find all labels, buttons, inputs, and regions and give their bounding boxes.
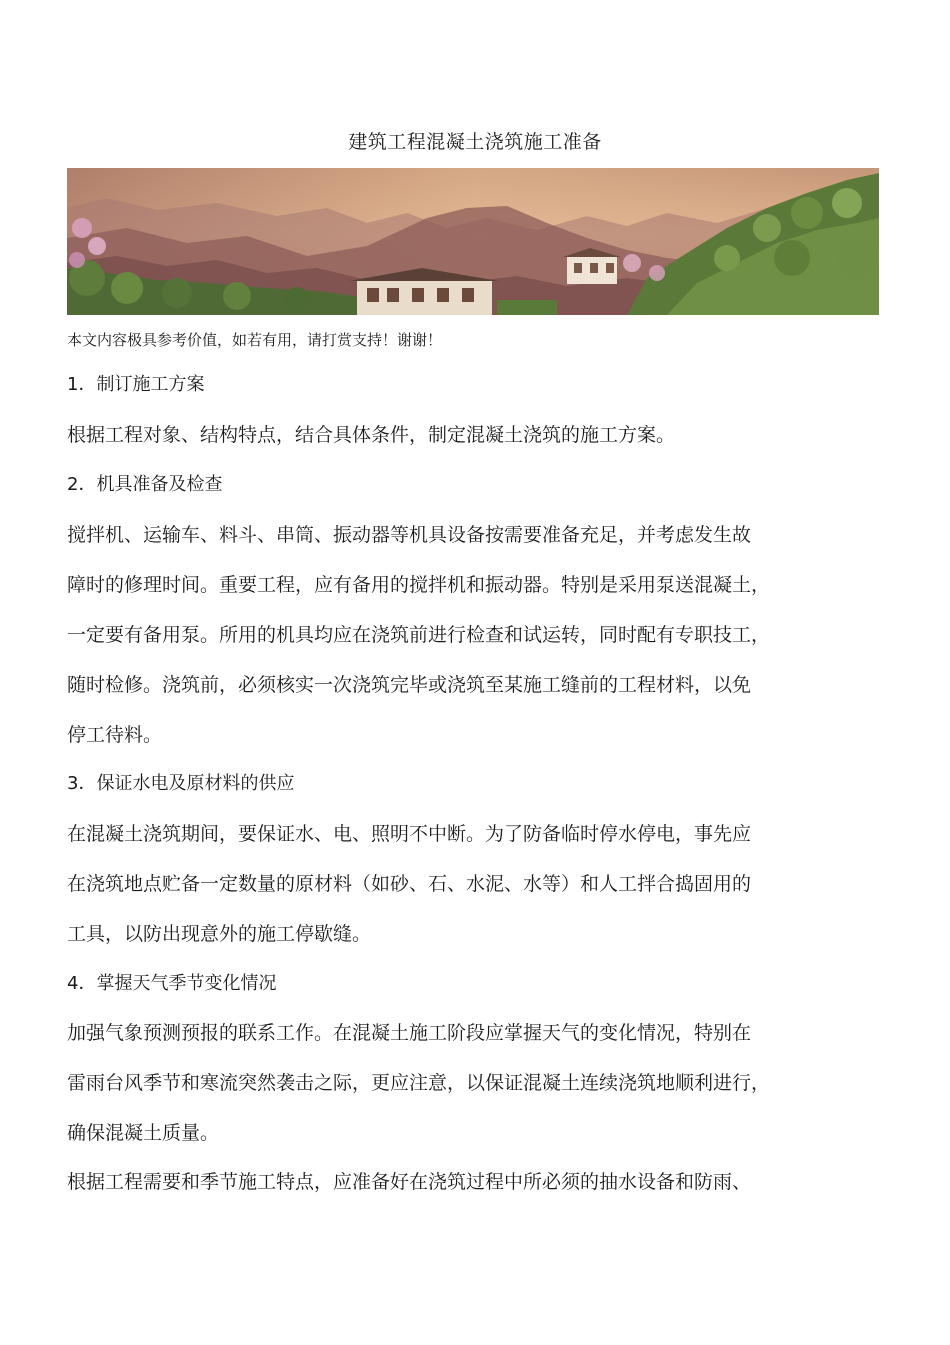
support-note: 本文内容极具参考价值，如若有用，请打赏支持！谢谢！	[67, 331, 443, 349]
paragraph-line: 搅拌机、运输车、料斗、串筒、振动器等机具设备按需要准备充足，并考虑发生故	[67, 524, 752, 546]
document-title: 建筑工程混凝土浇筑施工准备	[348, 131, 602, 153]
paragraph-line: 障时的修理时间。重要工程，应有备用的搅拌机和振动器。特别是采用泵送混凝土，	[67, 574, 771, 596]
paragraph-line: 随时检修。浇筑前，必须核实一次浇筑完毕或浇筑至某施工缝前的工程材料，以免	[67, 674, 752, 696]
paragraph-line: 在混凝土浇筑期间，要保证水、电、照明不中断。为了防备临时停水停电，事先应	[67, 823, 752, 845]
paragraph-line: 工具，以防出现意外的施工停歇缝。	[67, 923, 372, 945]
paragraph-line: 加强气象预测预报的联系工作。在混凝土施工阶段应掌握天气的变化情况，特别在	[67, 1022, 752, 1044]
paragraph-line: 一定要有备用泵。所用的机具均应在浇筑前进行检查和试运转，同时配有专职技工，	[67, 624, 771, 646]
banner-image	[67, 168, 879, 315]
paragraph-line: 雷雨台风季节和寒流突然袭击之际，更应注意，以保证混凝土连续浇筑地顺利进行，	[67, 1072, 771, 1094]
paragraph-line: 根据工程对象、结构特点，结合具体条件，制定混凝土浇筑的施工方案。	[67, 424, 676, 446]
section-heading: 2．机具准备及检查	[67, 474, 223, 495]
section-heading: 4．掌握天气季节变化情况	[67, 973, 277, 994]
paragraph-line: 确保混凝土质量。	[67, 1122, 220, 1144]
paragraph-line: 根据工程需要和季节施工特点，应准备好在浇筑过程中所必须的抽水设备和防雨、	[67, 1171, 752, 1193]
section-heading: 3．保证水电及原材料的供应	[67, 773, 295, 794]
paragraph-line: 停工待料。	[67, 724, 163, 746]
paragraph-line: 在浇筑地点贮备一定数量的原材料（如砂、石、水泥、水等）和人工拌合捣固用的	[67, 873, 752, 895]
section-heading: 1．制订施工方案	[67, 374, 205, 395]
